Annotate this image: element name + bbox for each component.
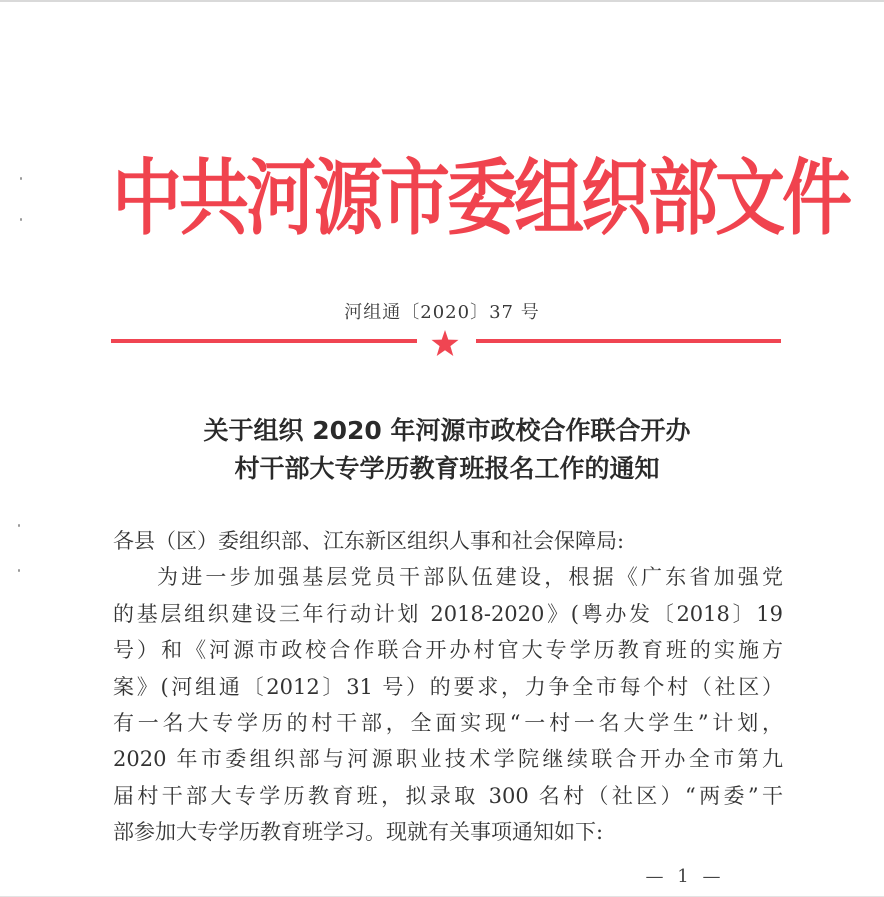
salutation: 各县（区）委组织部、江东新区组织人事和社会保障局:	[113, 529, 625, 553]
body-line: 案》(河组通〔2012〕31 号）的要求，力争全市每个村（社区）	[113, 674, 783, 699]
notice-title	[112, 412, 782, 488]
body-line: 号）和《河源市政校合作联合开办村官大专学历教育班的实施方	[113, 638, 783, 663]
body-line: 部参加大专学历教育班学习。现就有关事项通知如下:	[113, 820, 604, 845]
scan-mark	[18, 524, 20, 527]
notice-title-line-2: 村干部大专学历教育班报名工作的通知	[234, 454, 660, 483]
notice-body	[113, 523, 783, 851]
body-line: 为进一步加强基层党员干部队伍建设，根据《广东省加强党	[157, 565, 783, 590]
page-number: — 1 —	[645, 866, 725, 887]
scan-mark	[20, 177, 22, 180]
body-line: 届村干部大专学历教育班，拟录取 300 名村（社区）“两委”干	[113, 783, 783, 808]
body-line: 有一名大专学历的村干部，全面实现“一村一名大学生”计划，	[113, 710, 783, 735]
notice-title-line-1: 关于组织 2020 年河源市政校合作联合开办	[203, 416, 691, 445]
red-rule-right	[476, 339, 781, 343]
page-top-edge	[0, 0, 884, 2]
body-line: 的基层组织建设三年行动计划 2018-2020》(粤办发〔2018〕19	[113, 601, 783, 626]
document-header-title: 中共河源市委组织部文件	[112, 148, 849, 247]
red-rule-left	[111, 339, 417, 343]
scan-mark	[20, 218, 22, 221]
document-number: 河组通〔2020〕37 号	[344, 302, 540, 323]
star-icon	[431, 330, 459, 357]
scan-mark	[18, 569, 20, 572]
body-line: 2020 年市委组织部与河源职业技术学院继续联合开办全市第九	[113, 747, 783, 772]
